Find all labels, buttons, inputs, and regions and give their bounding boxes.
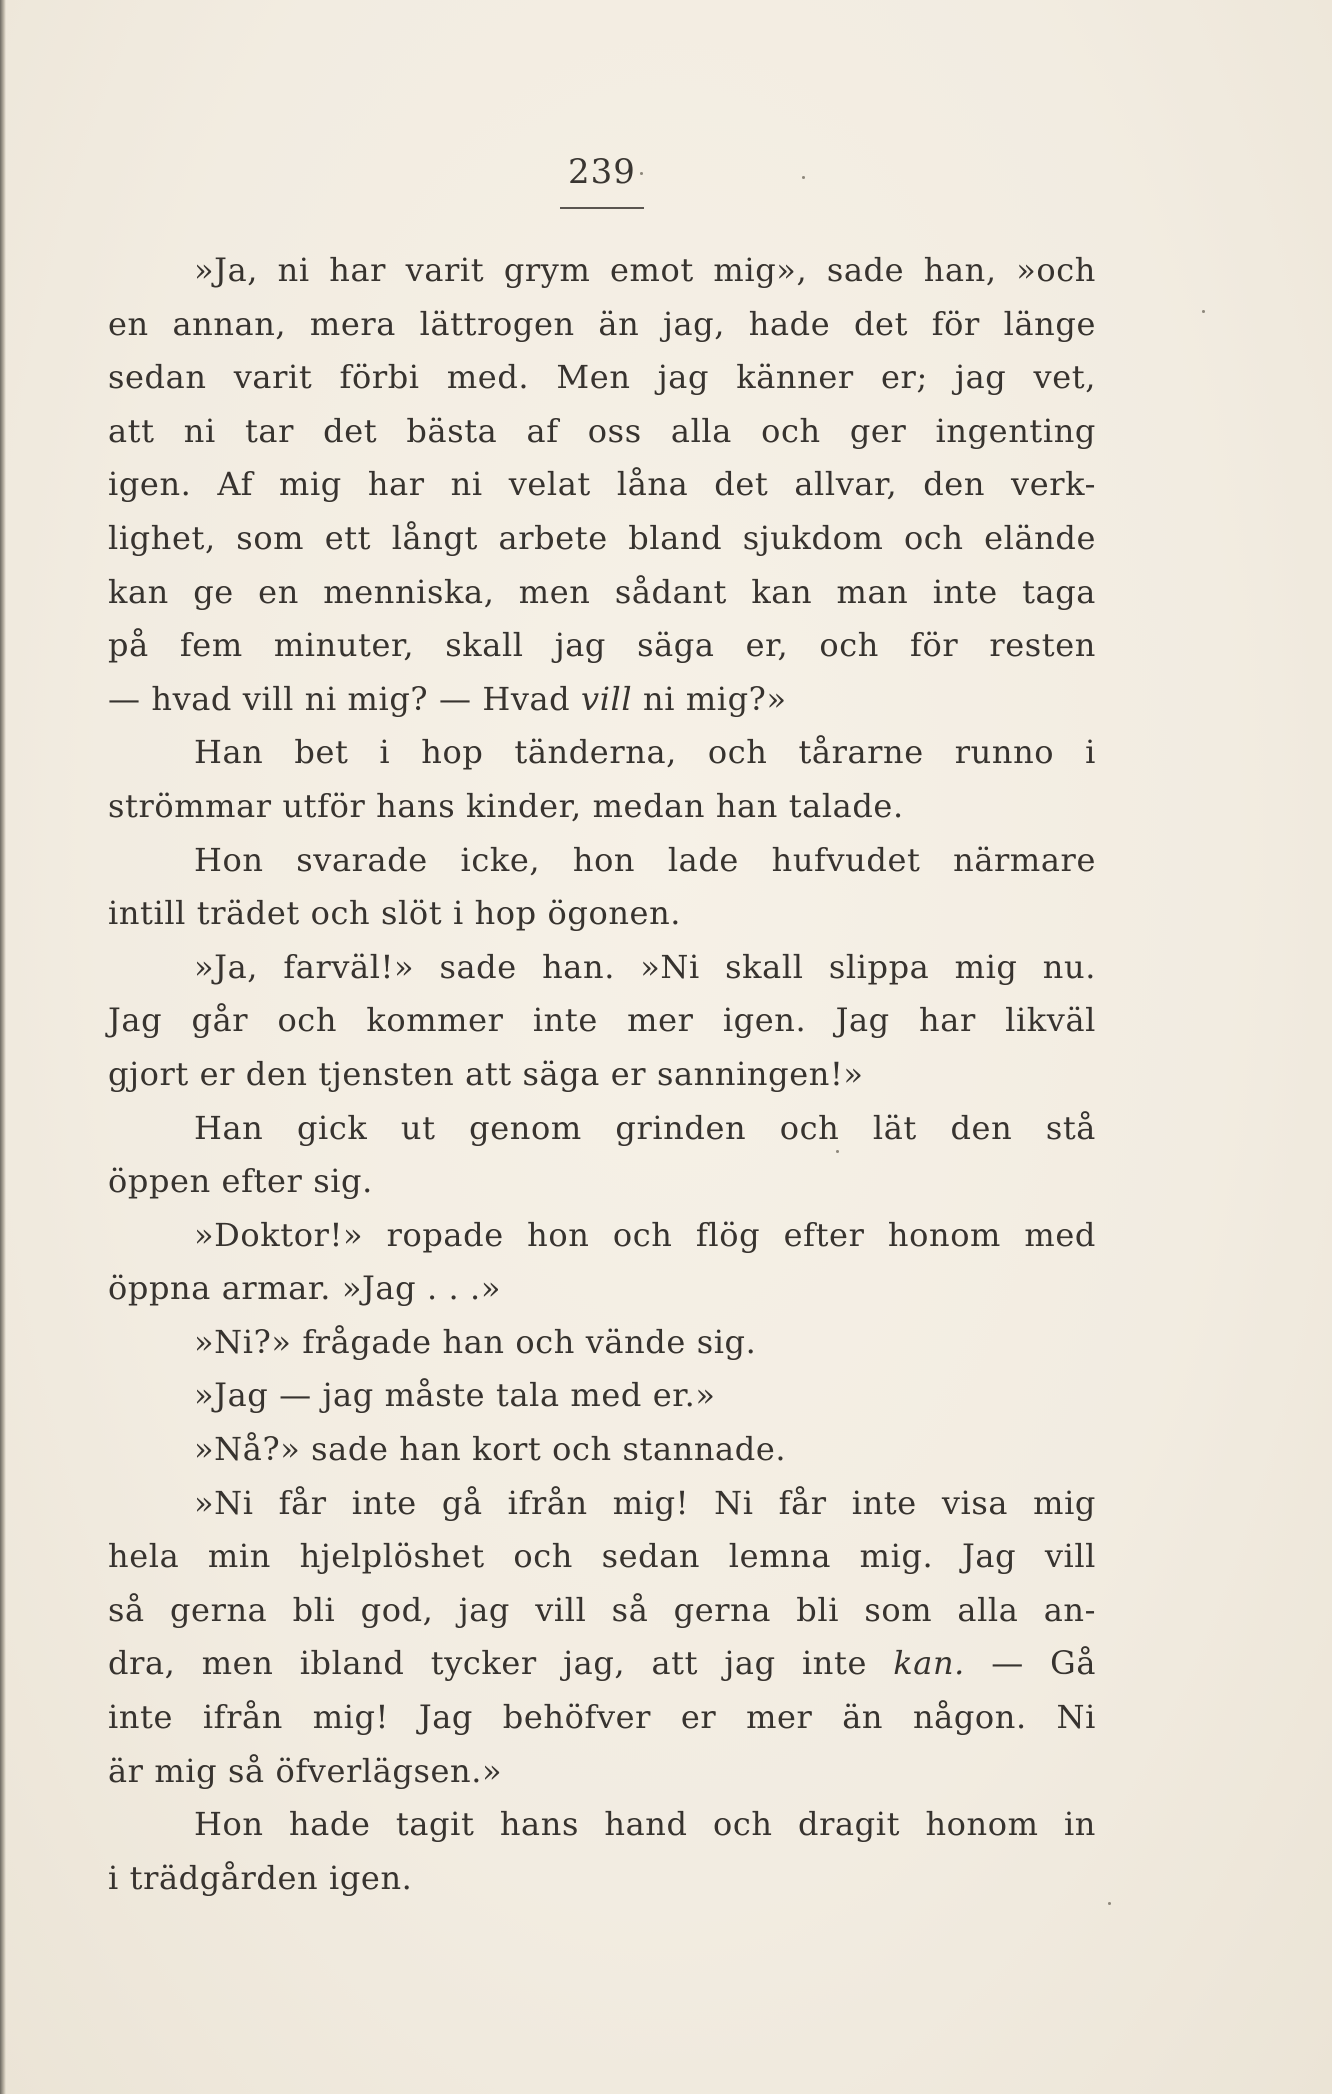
text-line: kan ge en menniska, men sådant kan man inte taga (108, 572, 1096, 611)
text-line: på fem minuter, skall jag säga er, och för resten (108, 626, 1096, 665)
text-line (108, 673, 1096, 727)
paper-speck (1108, 1902, 1111, 1905)
text-line: inte ifrån mig! Jag behöfver er mer än någon. Ni (108, 1698, 1096, 1737)
text-segment: ni mig?» (632, 679, 787, 718)
text-segment: dra, men ibland tycker jag, att jag inte (108, 1644, 894, 1683)
page-number-rule (560, 207, 644, 209)
text-line: öppna armar. »Jag . . .» (108, 1269, 501, 1308)
text-line: Hon svarade icke, hon lade hufvudet närmare (194, 840, 1096, 879)
text-line: »Ja, ni har varit grym emot mig», sade han, »och (194, 251, 1096, 289)
text-line: Jag går och kommer inte mer igen. Jag har likväl (108, 1001, 1096, 1040)
text-line: »Ni?» frågade han och vände sig. (194, 1322, 757, 1361)
text-line: i trädgården igen. (108, 1858, 413, 1897)
paper-speck (802, 176, 805, 179)
text-line: en annan, mera lättrogen än jag, hade det för länge (108, 304, 1096, 343)
emphasized-word: vill (581, 679, 633, 718)
paper-speck (640, 172, 643, 175)
text-line: strömmar utför hans kinder, medan han talade. (108, 786, 904, 825)
text-line: lighet, som ett långt arbete bland sjukdom och elände (108, 518, 1096, 557)
text-line: intill trädet och slöt i hop ögonen. (108, 894, 682, 933)
text-line (108, 1637, 1096, 1691)
body-text (108, 244, 1096, 1905)
text-line: »Nå?» sade han kort och stannade. (194, 1430, 787, 1469)
page-left-edge (0, 0, 6, 2094)
text-line: »Jag — jag måste tala med er.» (194, 1376, 716, 1415)
text-segment: — Gå (964, 1644, 1096, 1683)
text-line: öppen efter sig. (108, 1162, 373, 1201)
text-line: igen. Af mig har ni velat låna det allvar, den verk- (108, 465, 1096, 504)
text-line: Hon hade tagit hans hand och dragit honom in (194, 1805, 1096, 1844)
text-line: sedan varit förbi med. Men jag känner er; jag vet, (108, 358, 1096, 397)
text-line: Han gick ut genom grinden och lät den stå (194, 1108, 1096, 1147)
text-segment: — hvad vill ni mig? — Hvad (108, 679, 582, 718)
text-line: är mig så öfverlägsen.» (108, 1751, 503, 1790)
text-line: så gerna bli god, jag vill så gerna bli som alla an- (108, 1590, 1096, 1629)
paper-speck (836, 1150, 839, 1153)
text-line: Han bet i hop tänderna, och tårarne runno i (194, 733, 1096, 772)
text-line: »Ja, farväl!» sade han. »Ni skall slippa mig nu. (194, 947, 1096, 986)
page-number: 239 (568, 152, 636, 192)
paper-speck (1202, 310, 1205, 313)
text-line: »Doktor!» ropade hon och flög efter honom med (194, 1215, 1096, 1254)
emphasized-word: kan. (893, 1644, 965, 1683)
text-line: hela min hjelplöshet och sedan lemna mig. Jag vill (108, 1537, 1096, 1576)
text-line: gjort er den tjensten att säga er sanningen!» (108, 1054, 864, 1093)
text-line: att ni tar det bästa af oss alla och ger ingenting (108, 411, 1096, 450)
text-line: »Ni får inte gå ifrån mig! Ni får inte visa mig (194, 1483, 1096, 1522)
